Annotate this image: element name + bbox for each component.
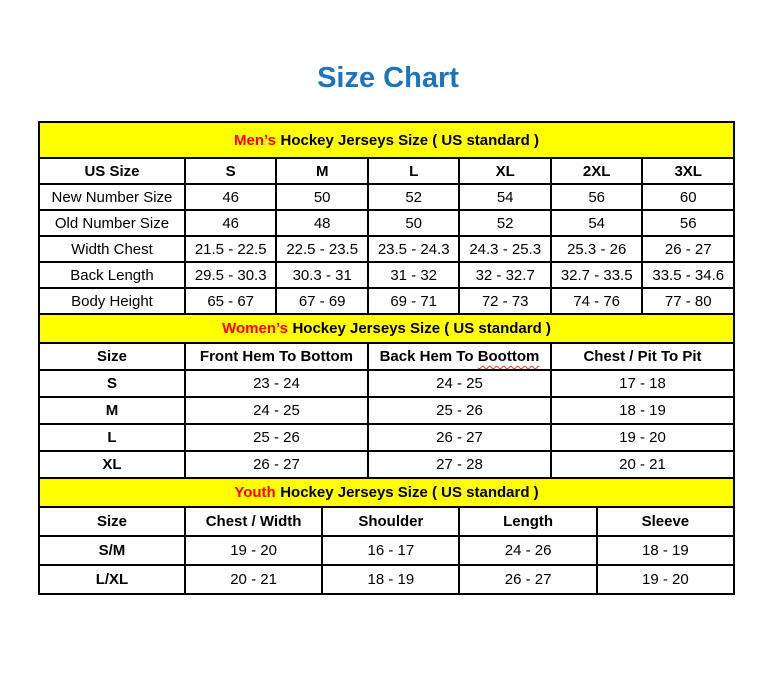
table-row: [39, 236, 734, 262]
cell: 50: [368, 210, 460, 236]
column-header: XL: [459, 158, 551, 184]
cell: 48: [276, 210, 368, 236]
cell: 72 - 73: [459, 288, 551, 314]
row-label: Old Number Size: [39, 210, 185, 236]
column-header: M: [276, 158, 368, 184]
cell: 60: [642, 184, 734, 210]
mens-column-header-row: [39, 158, 734, 184]
column-header: Front Hem To Bottom: [185, 343, 368, 370]
cell: 21.5 - 22.5: [185, 236, 277, 262]
column-header-text: Back Hem To: [379, 348, 474, 365]
cell: 20 - 21: [551, 451, 734, 478]
youth-section-accent: Youth: [234, 484, 276, 501]
cell: 24 - 25: [185, 397, 368, 424]
row-label: XL: [39, 451, 185, 478]
table-row: [39, 424, 734, 451]
column-header: 3XL: [642, 158, 734, 184]
cell: 54: [459, 184, 551, 210]
cell: 74 - 76: [551, 288, 643, 314]
cell: 46: [185, 210, 277, 236]
table-row: [39, 288, 734, 314]
cell: 25.3 - 26: [551, 236, 643, 262]
cell: 26 - 27: [642, 236, 734, 262]
cell: 56: [642, 210, 734, 236]
cell: 33.5 - 34.6: [642, 262, 734, 288]
cell: 20 - 21: [185, 565, 322, 594]
womens-section-title: Hockey Jerseys Size ( US standard ): [292, 320, 551, 337]
column-header: Size: [39, 343, 185, 370]
table-row: [39, 536, 734, 565]
cell: 50: [276, 184, 368, 210]
table-row: [39, 210, 734, 236]
cell: 67 - 69: [276, 288, 368, 314]
row-label: S: [39, 370, 185, 397]
cell: 29.5 - 30.3: [185, 262, 277, 288]
cell: 24.3 - 25.3: [459, 236, 551, 262]
cell: 24 - 26: [459, 536, 596, 565]
cell: 18 - 19: [322, 565, 459, 594]
page-title: Size Chart: [317, 62, 459, 94]
cell: 65 - 67: [185, 288, 277, 314]
column-header: L: [368, 158, 460, 184]
column-header: Chest / Width: [185, 507, 322, 536]
cell: 22.5 - 23.5: [276, 236, 368, 262]
table-row: [39, 565, 734, 594]
cell: 27 - 28: [368, 451, 551, 478]
womens-section-accent: Women’s: [222, 320, 288, 337]
misspelled-word-squiggle: Boottom: [477, 348, 540, 365]
cell: 26 - 27: [459, 565, 596, 594]
cell: 46: [185, 184, 277, 210]
table-row: [39, 184, 734, 210]
column-header: Chest / Pit To Pit: [551, 343, 734, 370]
row-label: M: [39, 397, 185, 424]
cell: 32.7 - 33.5: [551, 262, 643, 288]
row-label: L: [39, 424, 185, 451]
row-label: Width Chest: [39, 236, 185, 262]
cell: 17 - 18: [551, 370, 734, 397]
cell: 18 - 19: [597, 536, 734, 565]
row-label: New Number Size: [39, 184, 185, 210]
cell: 69 - 71: [368, 288, 460, 314]
mens-section-header: [39, 122, 734, 158]
cell: 23.5 - 24.3: [368, 236, 460, 262]
column-header: Size: [39, 507, 185, 536]
womens-section-header-row: [39, 314, 734, 343]
column-header: US Size: [39, 158, 185, 184]
table-row: [39, 397, 734, 424]
size-tables-container: [38, 121, 735, 595]
mens-size-table: [38, 121, 735, 315]
cell: 24 - 25: [368, 370, 551, 397]
cell: 30.3 - 31: [276, 262, 368, 288]
cell: 31 - 32: [368, 262, 460, 288]
womens-section-header: [39, 314, 734, 343]
cell: 18 - 19: [551, 397, 734, 424]
youth-size-table: [38, 477, 735, 595]
cell: 56: [551, 184, 643, 210]
youth-section-header-row: [39, 478, 734, 507]
cell: 19 - 20: [185, 536, 322, 565]
row-label: S/M: [39, 536, 185, 565]
mens-section-header-row: [39, 122, 734, 158]
cell: 19 - 20: [597, 565, 734, 594]
youth-section-title: Hockey Jerseys Size ( US standard ): [280, 484, 539, 501]
cell: 32 - 32.7: [459, 262, 551, 288]
table-row: [39, 451, 734, 478]
column-header-with-typo: [368, 343, 551, 370]
youth-column-header-row: [39, 507, 734, 536]
womens-column-header-row: [39, 343, 734, 370]
cell: 54: [551, 210, 643, 236]
column-header: Length: [459, 507, 596, 536]
column-header: 2XL: [551, 158, 643, 184]
column-header: S: [185, 158, 277, 184]
cell: 23 - 24: [185, 370, 368, 397]
column-header: Sleeve: [597, 507, 734, 536]
cell: 52: [368, 184, 460, 210]
cell: 19 - 20: [551, 424, 734, 451]
womens-size-table: [38, 313, 735, 479]
cell: 26 - 27: [368, 424, 551, 451]
mens-section-accent: Men’s: [234, 131, 276, 149]
cell: 25 - 26: [185, 424, 368, 451]
row-label: L/XL: [39, 565, 185, 594]
cell: 52: [459, 210, 551, 236]
table-row: [39, 370, 734, 397]
row-label: Back Length: [39, 262, 185, 288]
cell: 16 - 17: [322, 536, 459, 565]
column-header: Shoulder: [322, 507, 459, 536]
table-row: [39, 262, 734, 288]
cell: 25 - 26: [368, 397, 551, 424]
cell: 26 - 27: [185, 451, 368, 478]
mens-section-title: Hockey Jerseys Size ( US standard ): [280, 131, 539, 149]
cell: 77 - 80: [642, 288, 734, 314]
youth-section-header: [39, 478, 734, 507]
row-label: Body Height: [39, 288, 185, 314]
